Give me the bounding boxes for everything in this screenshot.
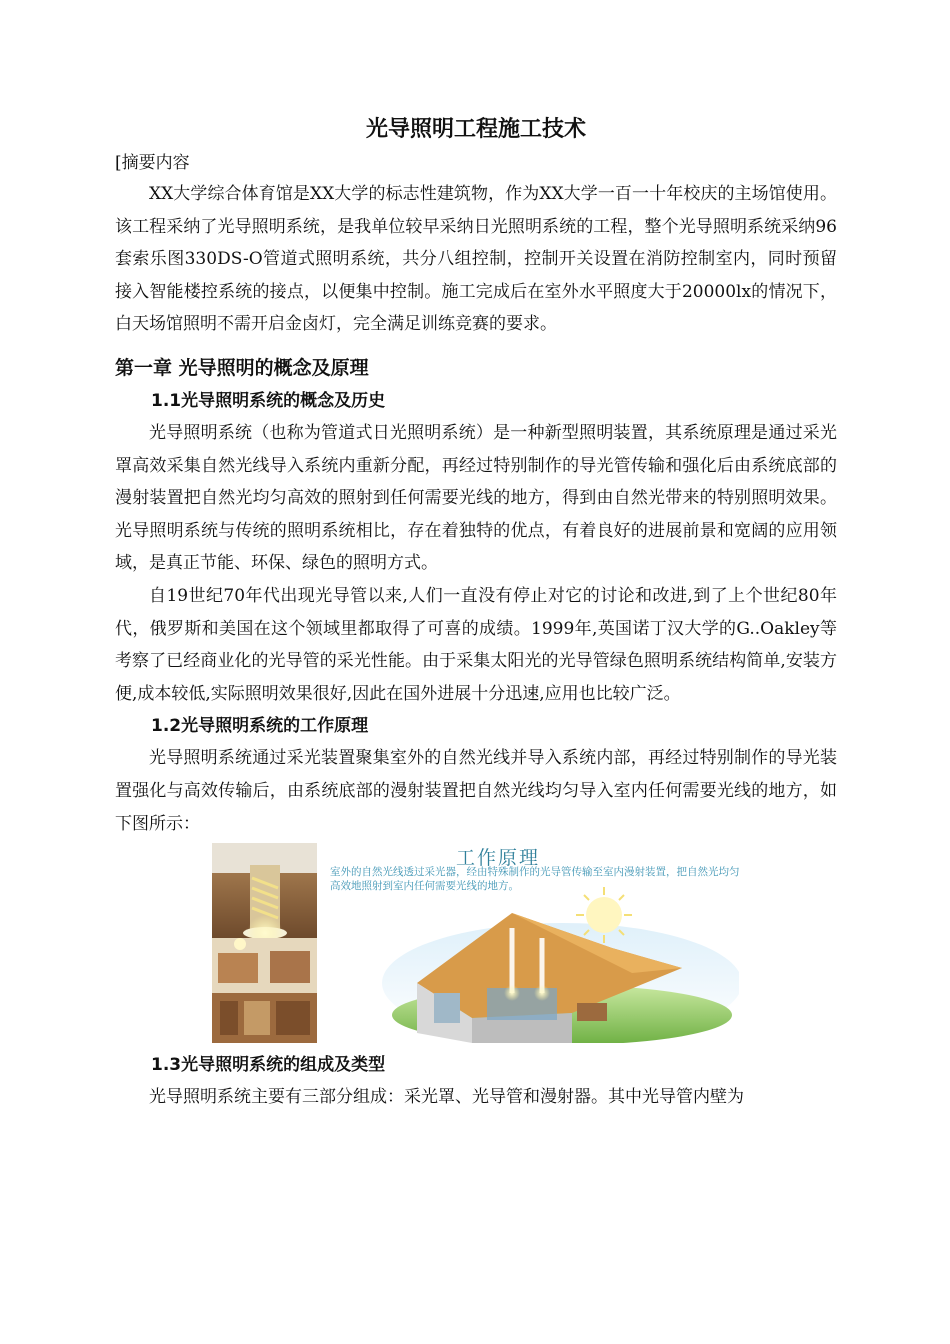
abstract-label: [摘要内容 [115,153,190,173]
figure-description: 室外的自然光线透过采光器，经由特殊制作的光导管传输至室内漫射装置，把自然光均匀高效地照射到室内任何需要光线的地方。 [330,866,740,893]
chapter-1-heading: 第一章 光导照明的概念及原理 [115,356,369,379]
section-1-1-paragraph-1: 光导照明系统（也称为管道式日光照明系统）是一种新型照明装置，其系统原理是通过采光罩高效采集自然光线导入系统内重新分配，再经过特别制作的导光管传输和强化后由系统底部的漫射装置把自然光均匀高效的照射到任何需要光线的地方，得到由自然光带来的特别照明效果。光导照明系统与传统的照明系统相比，存在着独特的优点，有着良好的进展前景和宽阔的应用领域，是真正节能、环保、绿色的照明方式。 [115,422,837,574]
section-1-2-heading: 1.2光导照明系统的工作原理 [151,716,369,737]
abstract-paragraph: XX大学综合体育馆是XX大学的标志性建筑物，作为XX大学一百一十年校庆的主场馆使用。该工程采纳了光导照明系统，是我单位较早采纳日光照明系统的工程，整个光导照明系统采纳96套索乐图330DS-O管道式照明系统，共分八组控制，控制开关设置在消防控制室内，同时预留接入智能楼控系统的接点，以便集中控制。施工完成后在室外水平照度大于20000lx的情况下，白天场馆照明不需开启金卤灯，完全满足训练竞赛的要求。 [115,184,837,335]
document-page [115,112,837,1114]
section-1-3-heading: 1.3光导照明系统的组成及类型 [151,1055,386,1076]
section-1-3-paragraph-1: 光导照明系统主要有三部分组成：采光罩、光导管和漫射器。其中光导管内壁为 [149,1087,744,1108]
section-1-2-paragraph-1: 光导照明系统通过采光装置聚集室外的自然光线并导入系统内部，再经过特别制作的导光装置强化与高效传输后，由系统底部的漫射装置把自然光线均匀导入室内任何需要光线的地方，如下图所示： [115,748,837,834]
section-1-1-paragraph-2: 自19世纪70年代出现光导管以来,人们一直没有停止对它的讨论和改进,到了上个世纪80年代，俄罗斯和美国在这个领域里都取得了可喜的成绩。1999年,英国诺丁汉大学的G..Oakley等考察了已经商业化的光导管的采光性能。由于采集太阳光的光导管绿色照明系统结构简单,安装方便,成本较低,实际照明效果很好,因此在国外进展十分迅速,应用也比较广泛。 [115,585,837,704]
section-1-1-heading: 1.1光导照明系统的概念及历史 [151,390,386,411]
document-title: 光导照明工程施工技术 [365,117,586,142]
figure-title: 工作原理 [456,847,541,870]
working-principle-figure [212,843,739,1043]
